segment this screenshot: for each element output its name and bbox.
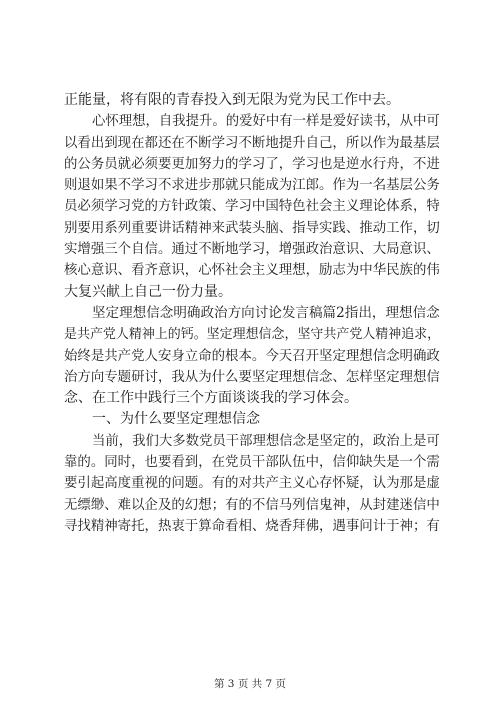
text-line: 念、在工作中践行三个方面谈谈我的学习体会。 xyxy=(64,390,358,407)
text-line: 别要用系列重要讲话精神来武装头脑、指导实践、推动工作，切 xyxy=(64,220,440,236)
document-body xyxy=(64,90,440,537)
text-line: 员必须学习党的方针政策、学习中国特色社会主义理论体系，特 xyxy=(64,199,440,215)
text-line: 当前，我们大多数党员干部理想信念是坚定的，政治上是可 xyxy=(92,433,440,449)
text-line: 心怀理想，自我提升。的爱好中有一样是爱好读书，从中可 xyxy=(92,114,440,130)
section-heading: 一、为什么要坚定理想信念 xyxy=(92,411,260,428)
text-line: 则退如果不学习不求进步那就只能成为江郎。作为一名基层公务 xyxy=(64,178,440,194)
text-line: 靠的。同时，也要看到，在党员干部队伍中，信仰缺失是一个需 xyxy=(64,455,440,471)
text-line: 实增强三个自信。通过不断地学习，增强政治意识、大局意识、 xyxy=(64,242,440,258)
text-line: 正能量，将有限的青春投入到无限为党为民工作中去。 xyxy=(64,92,400,108)
text-line: 寻找精神寄托，热衷于算命看相、烧香拜佛，遇事问计于神；有 xyxy=(64,518,440,534)
text-line: 始终是共产党人安身立命的根本。今天召开坚定理想信念明确政 xyxy=(64,348,440,364)
text-line: 的公务员就必须要更加努力的学习了，学习也是逆水行舟，不进 xyxy=(64,156,440,172)
text-line: 要引起高度重视的问题。有的对共产主义心存怀疑，认为那是虚 xyxy=(64,476,440,492)
page-number-footer: 第 3 页 共 7 页 xyxy=(213,678,287,690)
text-line: 治方向专题研讨，我从为什么要坚定理想信念、怎样坚定理想信 xyxy=(64,369,440,385)
text-line: 大复兴献上自己一份力量。 xyxy=(64,283,232,300)
text-line: 无缥缈、难以企及的幻想；有的不信马列信鬼神，从封建迷信中 xyxy=(64,497,440,513)
text-line: 坚定理想信念明确政治方向讨论发言稿篇2指出，理想信念 xyxy=(92,304,440,321)
text-line: 核心意识、看齐意识，心怀社会主义理想，励志为中华民族的伟 xyxy=(64,263,440,279)
text-line: 是共产党人精神上的钙。坚定理想信念，坚守共产党人精神追求， xyxy=(64,327,441,343)
text-line: 以看出到现在都还在不断学习不断地提升自己，所以作为最基层 xyxy=(64,135,440,151)
